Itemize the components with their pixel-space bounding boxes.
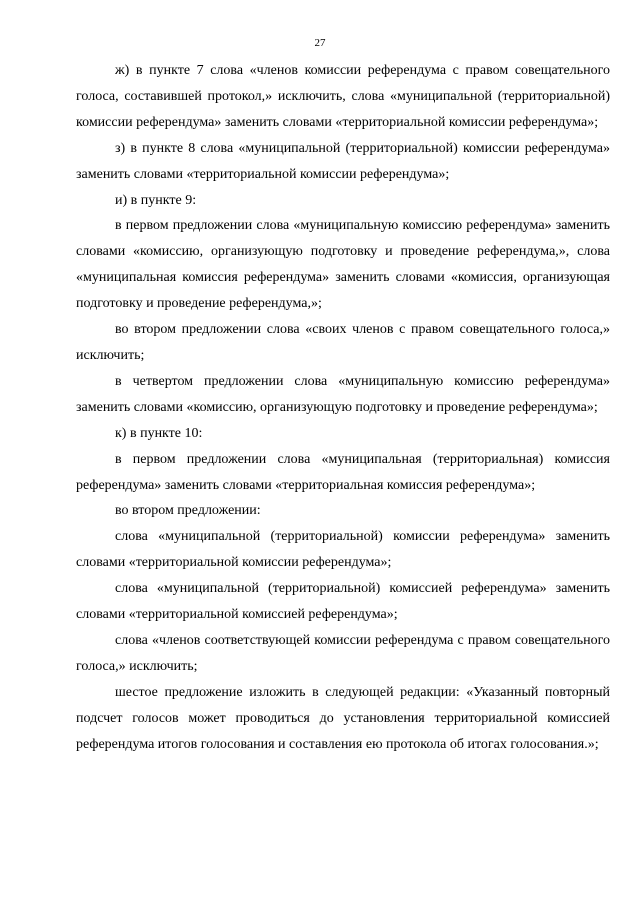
paragraph-k-item-10-heading: к) в пункте 10:: [115, 425, 203, 441]
paragraph-item-10-second-sentence-change-1: слова «муниципальной (территориальной) комиссии референдума» заменить словами «территориальной комиссии референдума»;: [76, 529, 610, 571]
paragraph-zh-item-7: ж) в пункте 7 слова «членов комиссии референдума с правом совещательного голоса, составившей протокол,» исключить, слова «муниципальной (территориальной) комиссии референдума» заменить словами «территориальной комиссии референдума»;: [76, 63, 610, 130]
paragraph-item-10-second-sentence-heading: во втором предложении:: [115, 503, 261, 519]
paragraph-i-item-9-heading: и) в пункте 9:: [115, 192, 197, 208]
paragraph-item-9-fourth-sentence: в четвертом предложении слова «муниципальную комиссию референдума» заменить словами «комиссию, организующую подготовку и проведение референдума»;: [76, 373, 610, 415]
paragraph-item-9-first-sentence: в первом предложении слова «муниципальную комиссию референдума» заменить словами «комиссию, организующую подготовку и проведение референдума,», слова «муниципальная комиссия референдума» заменить словами «комиссия, организующая подготовку и проведение референдума,»;: [76, 218, 610, 312]
paragraph-item-10-second-sentence-change-2: слова «муниципальной (территориальной) комиссией референдума» заменить словами «территориальной комиссией референдума»;: [76, 581, 610, 623]
paragraph-item-10-second-sentence-change-3: слова «членов соответствующей комиссии референдума с правом совещательного голоса,» исключить;: [76, 632, 610, 674]
paragraph-item-9-second-sentence: во втором предложении слова «своих членов с правом совещательного голоса,» исключить;: [76, 322, 610, 363]
document-body: [76, 58, 610, 757]
paragraph-z-item-8: з) в пункте 8 слова «муниципальной (территориальной) комиссии референдума» заменить словами «территориальной комиссии референдума»;: [76, 140, 610, 182]
paragraph-item-10-first-sentence: в первом предложении слова «муниципальная (территориальная) комиссия референдума» заменить словами «территориальная комиссия референдума»;: [76, 451, 610, 493]
page-number: 27: [314, 37, 326, 49]
paragraph-item-10-sixth-sentence: шестое предложение изложить в следующей редакции: «Указанный повторный подсчет голосов может проводиться до установления территориальной комиссией референдума итогов голосования и составления ею протокола об итогах голосования.»;: [76, 684, 610, 752]
